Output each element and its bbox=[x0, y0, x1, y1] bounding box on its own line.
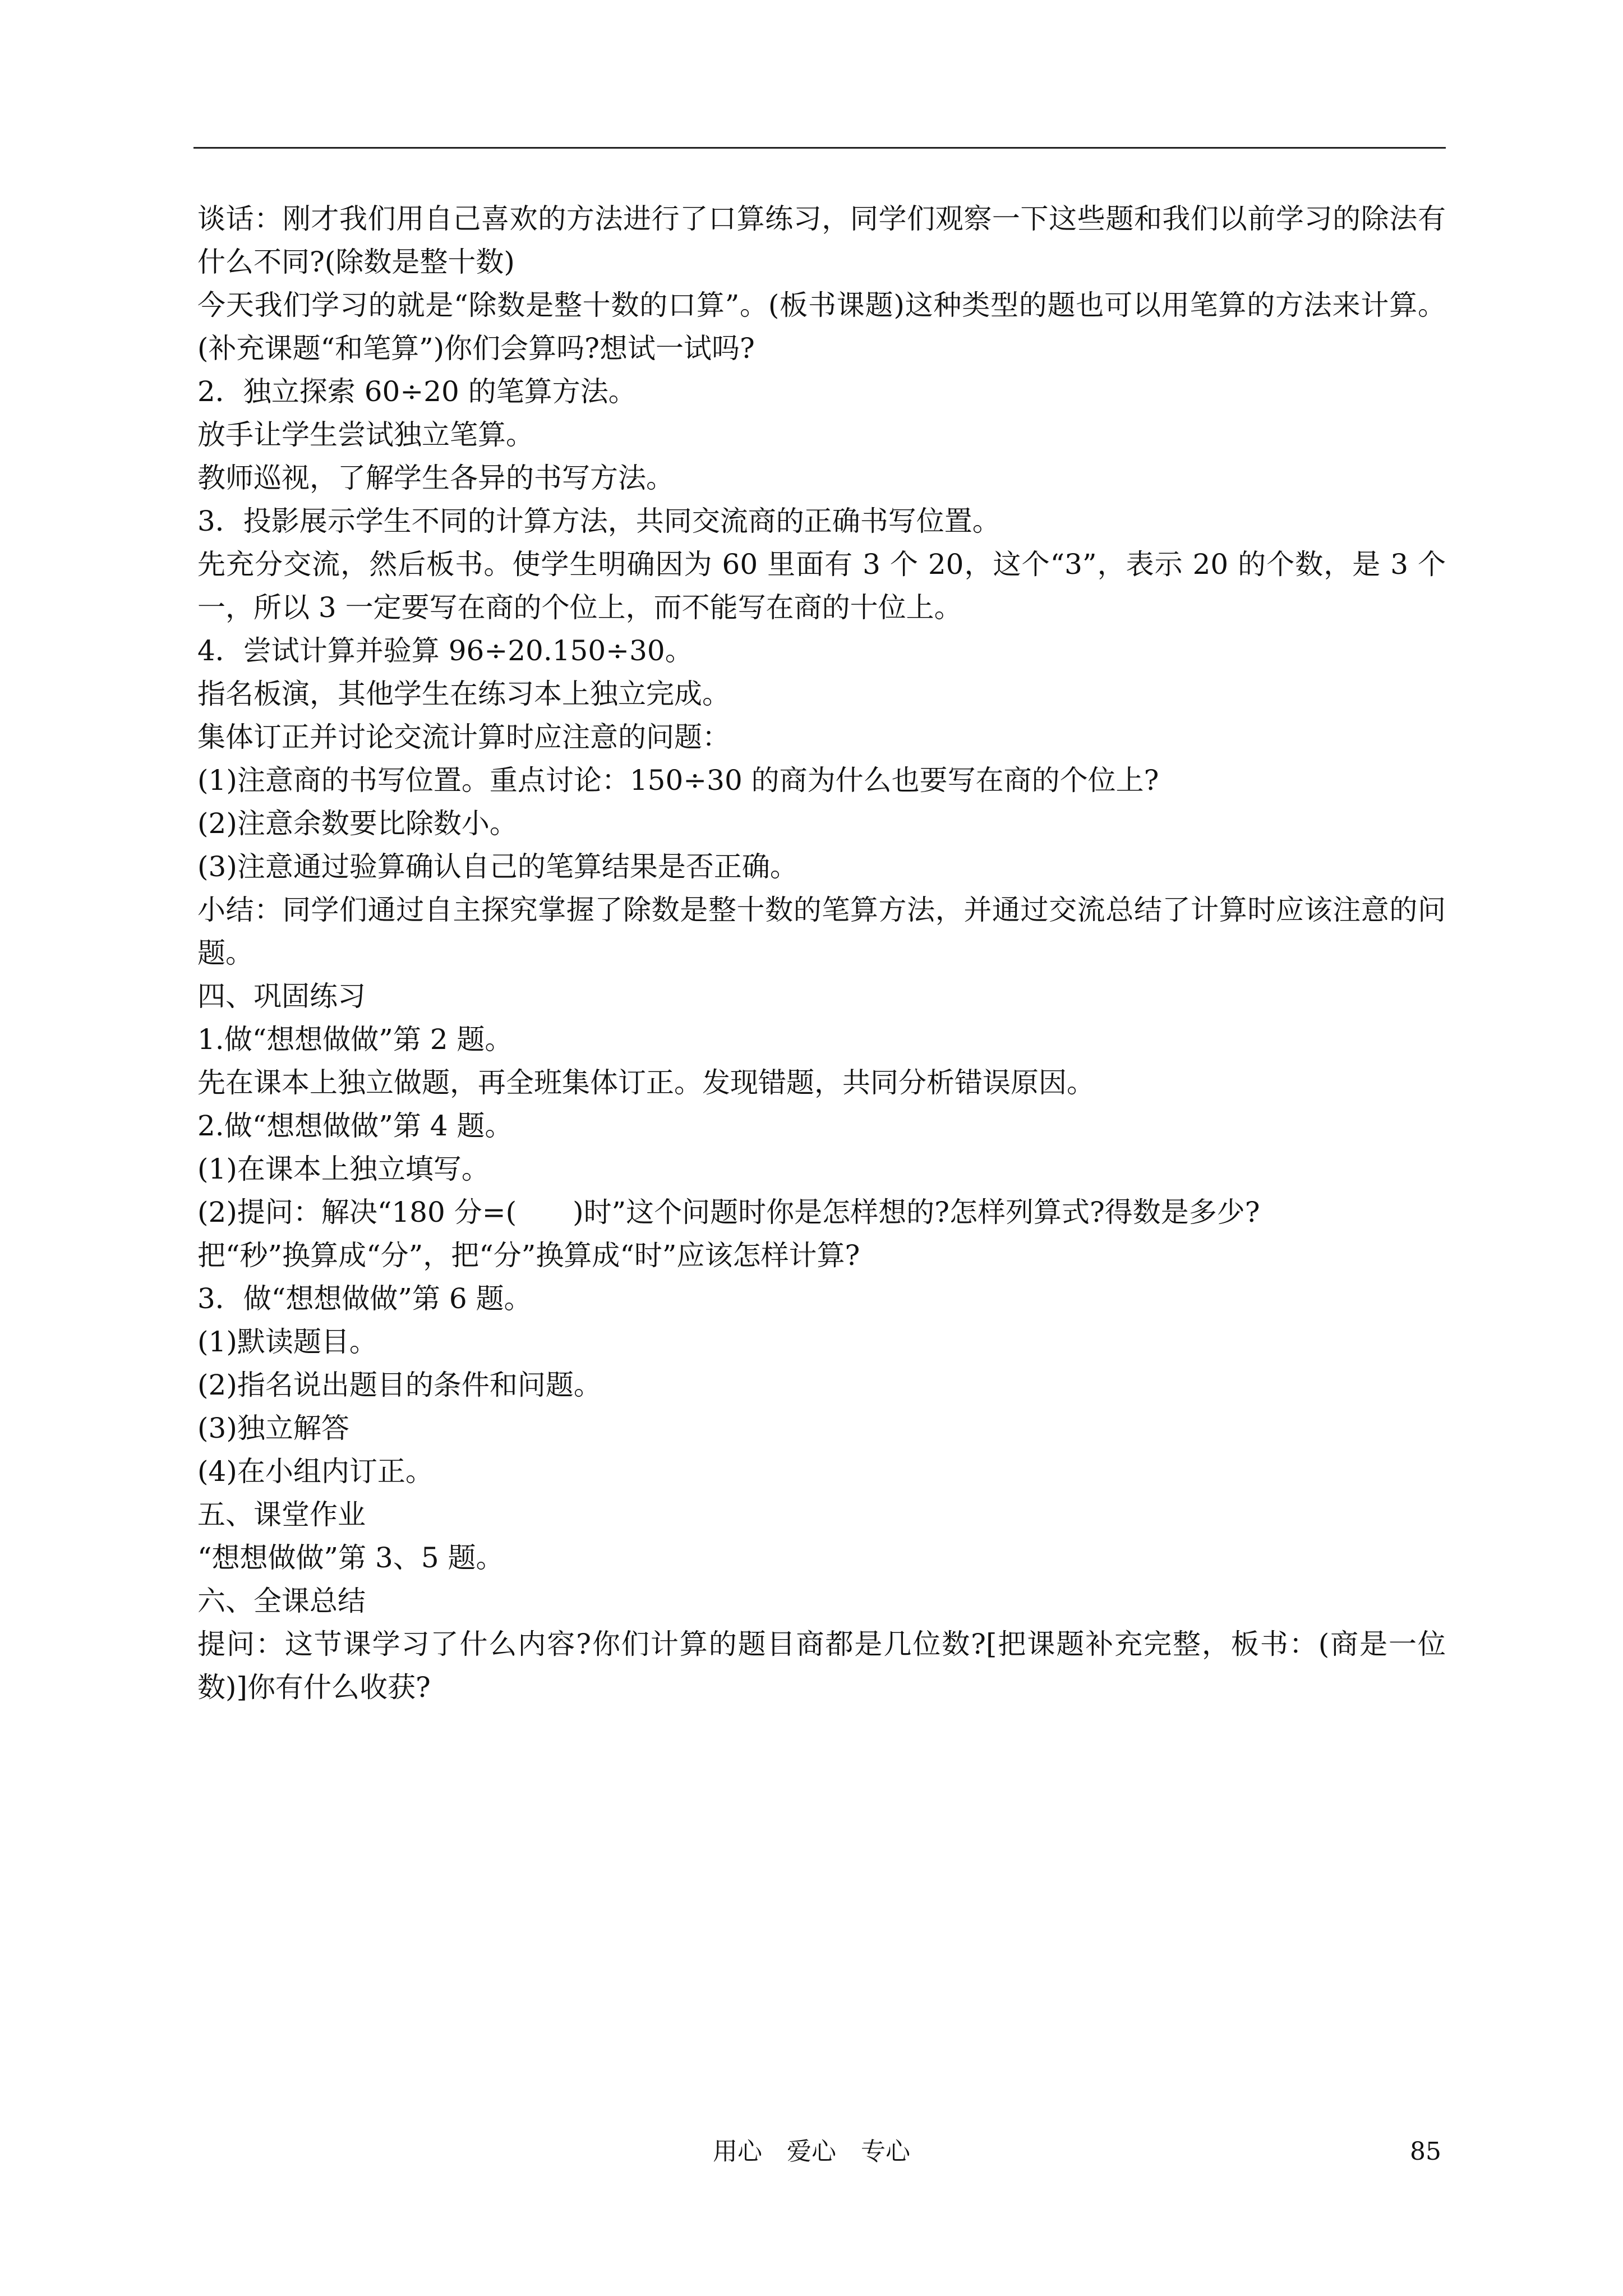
exercise-3-item-2: (2)指名说出题目的条件和问题。 bbox=[197, 1369, 602, 1401]
exercise-3-item-4: (4)在小组内订正。 bbox=[197, 1455, 434, 1488]
paragraph-summary: 小结：同学们通过自主探究掌握了除数是整十数的笔算方法，并通过交流总结了计算时应该注意的问题。 bbox=[197, 894, 1446, 969]
document-body bbox=[197, 197, 1446, 1709]
exercise-2: 2.做“想想做做”第 4 题。 bbox=[197, 1110, 513, 1142]
paragraph-talk: 谈话：刚才我们用自己喜欢的方法进行了口算练习，同学们观察一下这些题和我们以前学习的除法有什么不同?(除数是整十数) bbox=[197, 203, 1446, 278]
paragraph-teacher: 教师巡视，了解学生各异的书写方法。 bbox=[197, 462, 674, 494]
paragraph-board: 指名板演，其他学生在练习本上独立完成。 bbox=[197, 678, 730, 710]
note-1: (1)注意商的书写位置。重点讨论：150÷30 的商为什么也要写在商的个位上? bbox=[197, 764, 1159, 797]
homework: “想想做做”第 3、5 题。 bbox=[197, 1542, 504, 1574]
exercise-2-item-1: (1)在课本上独立填写。 bbox=[197, 1153, 490, 1185]
step-3-heading: 3．投影展示学生不同的计算方法，共同交流商的正确书写位置。 bbox=[197, 505, 1000, 537]
note-2: (2)注意余数要比除数小。 bbox=[197, 807, 518, 840]
step-4-heading: 4．尝试计算并验算 96÷20.150÷30。 bbox=[197, 634, 693, 667]
footer-motto: 用心 爱心 专心 bbox=[713, 2137, 910, 2166]
exercise-1: 1.做“想想做做”第 2 题。 bbox=[197, 1023, 513, 1056]
note-3: (3)注意通过验算确认自己的笔算结果是否正确。 bbox=[197, 850, 798, 883]
exercise-2-item-2: (2)提问：解决“180 分=( )时”这个问题时你是怎样想的?怎样列算式?得数是多少? bbox=[197, 1196, 1260, 1228]
exercise-3-item-1: (1)默读题目。 bbox=[197, 1326, 377, 1358]
paragraph-correct: 集体订正并讨论交流计算时应注意的问题： bbox=[197, 721, 730, 753]
exercise-3: 3．做“想想做做”第 6 题。 bbox=[197, 1282, 532, 1315]
paragraph-exchange: 先充分交流，然后板书。使学生明确因为 60 里面有 3 个 20，这个“3”，表示 20 的个数，是 3 个一，所以 3 一定要写在商的个位上，而不能写在商的十位上。 bbox=[197, 548, 1446, 624]
exercise-3-item-3: (3)独立解答 bbox=[197, 1412, 349, 1444]
paragraph-question: 提问：这节课学习了什么内容?你们计算的题目商都是几位数?[把课题补充完整，板书：(商是一位数)]你有什么收获? bbox=[197, 1628, 1446, 1704]
exercise-2-item-3: 把“秒”换算成“分”，把“分”换算成“时”应该怎样计算? bbox=[197, 1239, 860, 1272]
section-6-heading: 六、全课总结 bbox=[197, 1585, 366, 1617]
section-4-heading: 四、巩固练习 bbox=[197, 980, 366, 1013]
paragraph-topic: 今天我们学习的就是“除数是整十数的口算”。(板书课题)这种类型的题也可以用笔算的方法来计算。(补充课题“和笔算”)你们会算吗?想试一试吗? bbox=[197, 289, 1446, 365]
section-5-heading: 五、课堂作业 bbox=[197, 1498, 366, 1531]
step-2-heading: 2．独立探索 60÷20 的笔算方法。 bbox=[197, 375, 637, 408]
header-rule bbox=[193, 147, 1446, 149]
paragraph-try: 放手让学生尝试独立笔算。 bbox=[197, 418, 534, 451]
page-number: 85 bbox=[1410, 2137, 1441, 2166]
exercise-1-desc: 先在课本上独立做题，再全班集体订正。发现错题，共同分析错误原因。 bbox=[197, 1066, 1095, 1099]
